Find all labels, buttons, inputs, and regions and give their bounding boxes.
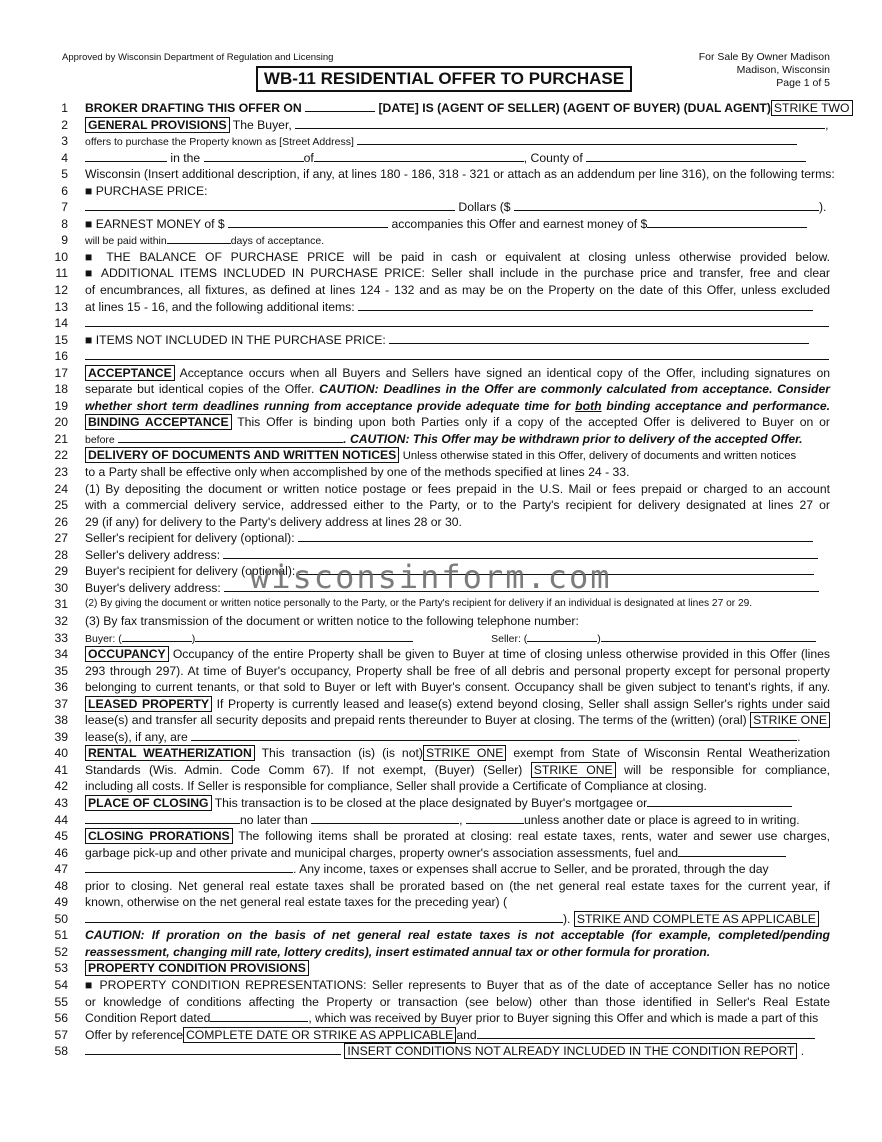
text: lease(s), if any, are	[85, 729, 188, 744]
form-line-1	[0, 100, 882, 117]
line-text	[85, 332, 830, 349]
line-text	[85, 150, 830, 167]
line-number: 30	[54, 580, 68, 595]
city-field[interactable]	[314, 150, 524, 162]
line-number: 12	[54, 283, 68, 298]
text: days of acceptance.	[230, 235, 325, 248]
seller-recipient-field[interactable]	[298, 530, 813, 542]
caution-text: binding acceptance and performance.	[606, 398, 831, 413]
line-number: 11	[55, 266, 68, 281]
line-number: 52	[54, 944, 68, 959]
deadline-date-field[interactable]	[118, 431, 343, 443]
section-heading: RENTAL WEATHERIZATION	[85, 745, 255, 761]
excluded-items-field-2[interactable]	[85, 348, 829, 360]
line-text: reassessment, changing mill rate, lottery credits), insert estimated annual tax or other formula for proration.	[85, 944, 711, 959]
line-text	[85, 828, 830, 845]
form-line-8	[0, 216, 882, 233]
text: [DATE] IS (AGENT OF SELLER) (AGENT OF BUYER) (DUAL AGENT)	[378, 101, 771, 115]
form-line-47	[0, 861, 882, 878]
line-text	[85, 315, 830, 332]
line-number: 48	[54, 878, 68, 893]
line-text: CAUTION: If proration on the basis of net general real estate taxes is not acceptable (for example, completed/pending	[85, 928, 830, 943]
text: and	[456, 1027, 477, 1042]
form-line-37	[0, 696, 882, 713]
form-line-16	[0, 348, 882, 365]
earnest-money-field[interactable]	[228, 216, 388, 228]
form-line-35	[0, 663, 882, 680]
text: garbage pick-up and other private and municipal charges, property owner's association assessments, fuel and	[85, 845, 679, 860]
form-line-10	[0, 249, 882, 266]
text: , which was received by Buyer prior to Buyer signing this Offer and which is made a part of this	[308, 1011, 819, 1026]
line-number: 35	[54, 663, 68, 678]
line-text	[85, 299, 830, 316]
line-number: 26	[54, 514, 68, 529]
text: Buyer: (	[85, 632, 122, 645]
additional-items-field-2[interactable]	[85, 315, 829, 327]
proration-items-field-2[interactable]	[85, 861, 293, 873]
closing-year-field[interactable]	[466, 812, 524, 824]
closing-date-field[interactable]	[311, 812, 459, 824]
buyer-name-field[interactable]	[295, 117, 825, 129]
form-line-39	[0, 729, 882, 746]
form-line-50	[0, 911, 882, 928]
text: The Buyer,	[232, 117, 292, 132]
page-indicator: Page 1 of 5	[776, 77, 830, 89]
text: Dollars ($	[458, 200, 511, 215]
line-number: 40	[54, 746, 68, 761]
text: Seller: (	[491, 632, 528, 645]
line-text	[85, 100, 850, 117]
line-text	[85, 1043, 830, 1060]
additional-items-field[interactable]	[358, 299, 813, 311]
line-number: 16	[54, 349, 68, 364]
line-text	[85, 381, 830, 398]
form-line-55	[0, 994, 882, 1011]
line-text: including all costs. If Seller is responsible for compliance, Seller shall provide a Certificate of Compliance at closing.	[85, 779, 707, 794]
additional-conditions-field[interactable]	[477, 1027, 815, 1039]
line-number: 18	[54, 382, 68, 397]
form-line-38	[0, 712, 882, 729]
text: exempt from State of Wisconsin Rental Weatherization	[513, 746, 831, 761]
line-text	[85, 696, 830, 713]
line-text	[85, 117, 830, 134]
line-number: 4	[61, 150, 68, 165]
form-line-17	[0, 365, 882, 382]
form-line-3	[0, 133, 882, 150]
line-text: or knowledge of conditions affecting the Property or transaction (see below) other than those identified in Seller's Real Estate	[85, 994, 830, 1009]
line-text: known, otherwise on the net general real estate taxes for the preceding year) (	[85, 895, 508, 910]
line-number: 57	[54, 1027, 68, 1042]
form-line-5	[0, 166, 882, 183]
line-text: ■ ADDITIONAL ITEMS INCLUDED IN PURCHASE PRICE: Seller shall include in the purchase price and transfer, free and clear	[85, 266, 830, 281]
text: Condition Report dated	[85, 1011, 211, 1026]
additional-earnest-money-field[interactable]	[647, 216, 807, 228]
caution-text: both	[575, 398, 602, 413]
text: ■ EARNEST MONEY of $	[85, 216, 225, 231]
form-line-53	[0, 960, 882, 977]
text: ,	[459, 812, 463, 827]
text: . Any income, taxes or expenses shall accrue to Seller, and be prorated, through the day	[293, 862, 769, 877]
text: separate but identical copies of the Offer.	[85, 382, 315, 397]
form-line-27	[0, 530, 882, 547]
text: This Offer is binding upon both Parties only if a copy of the accepted Offer is delivered to Buyer on or	[237, 415, 830, 430]
text: BROKER DRAFTING THIS OFFER ON	[85, 101, 302, 115]
line-number: 17	[54, 365, 68, 380]
text: at lines 15 - 16, and the following additional items:	[85, 299, 355, 314]
strike-instruction: INSERT CONDITIONS NOT ALREADY INCLUDED IN THE CONDITION REPORT	[344, 1043, 797, 1059]
form-line-6	[0, 183, 882, 200]
form-line-58	[0, 1043, 882, 1060]
line-text: prior to closing. Net general real estate taxes shall be prorated based on (the net general real estate taxes for the current year, if	[85, 878, 830, 893]
line-text	[85, 1010, 830, 1027]
line-number: 33	[54, 630, 68, 645]
line-text: with a commercial delivery service, addressed either to the Party, or to the Party's recipient for delivery designated at lines 27 or	[85, 498, 830, 513]
seller-header	[699, 51, 830, 90]
line-number: 15	[54, 332, 68, 347]
form-line-44	[0, 812, 882, 829]
line-number: 39	[54, 729, 68, 744]
line-number: 25	[54, 498, 68, 513]
section-heading: OCCUPANCY	[85, 646, 169, 662]
line-number: 47	[54, 862, 68, 877]
text: accompanies this Offer and earnest money of $	[391, 216, 648, 231]
text: before	[85, 433, 115, 446]
form-line-42	[0, 778, 882, 795]
strike-instruction: STRIKE ONE	[423, 745, 506, 761]
form-line-2	[0, 117, 882, 134]
form-line-57	[0, 1027, 882, 1044]
form-line-51	[0, 927, 882, 944]
line-number: 6	[61, 183, 68, 198]
line-text: belonging to current tenants, or that sold to Buyer or left with Buyer's consent. Occupancy shall be given subject to tenant's rights, if any.	[85, 680, 830, 695]
form-line-33	[0, 630, 882, 647]
form-line-52	[0, 944, 882, 961]
line-number: 2	[61, 117, 68, 132]
line-number: 7	[61, 200, 68, 215]
line-text: 293 through 297). At time of Buyer's occupancy, Property shall be free of all debris and personal property except for personal property	[85, 663, 830, 678]
strike-instruction: STRIKE ONE	[531, 762, 616, 778]
section-heading: GENERAL PROVISIONS	[85, 117, 230, 133]
form-line-25	[0, 497, 882, 514]
section-heading: ACCEPTANCE	[85, 365, 175, 381]
form-line-32	[0, 613, 882, 630]
line-number: 50	[54, 911, 68, 926]
line-number: 55	[54, 994, 68, 1009]
line-number: 43	[54, 795, 68, 810]
line-number: 42	[54, 779, 68, 794]
proration-basis-field[interactable]	[85, 911, 563, 923]
form-line-4	[0, 150, 882, 167]
section-heading: DELIVERY OF DOCUMENTS AND WRITTEN NOTICES	[85, 447, 399, 463]
text: Occupancy of the entire Property shall be given to Buyer at time of closing unless otherwise provided in this Offer (lines	[172, 647, 830, 662]
strike-instruction: STRIKE AND COMPLETE AS APPLICABLE	[574, 911, 819, 927]
text: )	[597, 632, 601, 645]
form-line-19	[0, 398, 882, 415]
line-number: 28	[54, 547, 68, 562]
text: Buyer's recipient for delivery (optional):	[85, 564, 296, 579]
form-line-54	[0, 977, 882, 994]
text: offers to purchase the Property known as [Street Address]	[85, 136, 354, 149]
line-number: 41	[54, 762, 68, 777]
text: lease(s) and transfer all security deposits and prepaid rents thereunder to Buyer at closing. The terms of the (written) (oral)	[85, 713, 747, 728]
caution-text: CAUTION: Deadlines in the Offer are commonly calculated from acceptance. Consider	[319, 382, 830, 397]
line-number: 20	[54, 415, 68, 430]
text: in the	[170, 150, 201, 165]
form-line-12	[0, 282, 882, 299]
line-text	[85, 712, 830, 729]
line-text	[85, 729, 830, 746]
section-heading: PROPERTY CONDITION PROVISIONS	[85, 960, 309, 976]
line-text	[85, 348, 830, 365]
closing-place-field[interactable]	[647, 795, 792, 807]
line-number: 38	[54, 713, 68, 728]
line-text	[85, 861, 830, 878]
text: will be responsible for compliance,	[624, 762, 830, 777]
form-line-26	[0, 514, 882, 531]
form-line-40	[0, 745, 882, 762]
line-text	[85, 232, 830, 250]
line-text: Wisconsin (Insert additional description, if any, at lines 180 - 186, 318 - 321 or attach as an addendum per line 316), on the following terms:	[85, 167, 835, 182]
line-text	[85, 199, 830, 216]
section-heading: BINDING ACCEPTANCE	[85, 414, 232, 430]
line-text	[85, 745, 830, 762]
line-text	[85, 365, 830, 382]
strike-instruction: COMPLETE DATE OR STRIKE AS APPLICABLE	[183, 1027, 456, 1043]
caution-text: . CAUTION: This Offer may be withdrawn prior to delivery of the accepted Offer.	[343, 431, 803, 446]
line-text: ■ PROPERTY CONDITION REPRESENTATIONS: Seller represents to Buyer that as of the date of acceptance Seller has no notice	[85, 977, 830, 992]
form-line-24	[0, 481, 882, 498]
municipality-type-field[interactable]	[85, 150, 167, 162]
text: This transaction is to be closed at the place designated by Buyer's mortgagee or	[214, 795, 648, 810]
line-number: 14	[54, 316, 68, 331]
line-number: 54	[54, 977, 68, 992]
form-line-49	[0, 894, 882, 911]
line-number: 49	[54, 895, 68, 910]
line-number: 51	[54, 928, 68, 943]
line-number: 58	[54, 1044, 68, 1059]
form-line-41	[0, 762, 882, 779]
form-line-18	[0, 381, 882, 398]
text: Offer by reference	[85, 1027, 183, 1042]
line-number: 37	[54, 696, 68, 711]
line-number: 5	[61, 167, 68, 182]
text: )	[191, 632, 196, 645]
text: The following items shall be prorated at closing: real estate taxes, rents, water and sewer use charges,	[238, 829, 830, 844]
text: Acceptance occurs when all Buyers and Sellers have signed an identical copy of the Offer, including signatures on	[179, 365, 830, 380]
form-line-14	[0, 315, 882, 332]
seller-area-code-field[interactable]	[527, 630, 597, 642]
line-number: 3	[61, 134, 68, 149]
line-text	[85, 845, 830, 862]
condition-report-date-field[interactable]	[210, 1010, 308, 1022]
form-line-43	[0, 795, 882, 812]
form-line-20	[0, 414, 882, 431]
text: Standards (Wis. Admin. Code Comm 67). If not exempt, (Buyer) (Seller)	[85, 762, 523, 777]
price-amount-field[interactable]	[514, 199, 819, 211]
line-number: 46	[54, 845, 68, 860]
price-words-field[interactable]	[85, 199, 455, 211]
form-line-56	[0, 1010, 882, 1027]
form-line-34	[0, 646, 882, 663]
date-field[interactable]	[305, 100, 375, 112]
seller-name: For Sale By Owner Madison	[698, 51, 830, 63]
line-text	[85, 447, 830, 465]
text: Seller's delivery address:	[85, 547, 221, 562]
form-line-48	[0, 878, 882, 895]
line-text: ■ THE BALANCE OF PURCHASE PRICE will be paid in cash or equivalent at closing unless otherwise provided below.	[85, 249, 830, 264]
line-number: 13	[54, 299, 68, 314]
form-line-9	[0, 232, 882, 249]
line-text	[85, 646, 830, 663]
seller-address-field[interactable]	[223, 547, 818, 559]
line-number: 22	[54, 448, 68, 463]
line-number: 23	[54, 465, 68, 480]
line-text: 29 (if any) for delivery to the Party's delivery address at lines 28 or 30.	[85, 514, 462, 529]
line-text	[85, 812, 830, 829]
line-text	[85, 414, 830, 431]
street-address-field[interactable]	[357, 133, 797, 145]
line-text	[85, 630, 830, 648]
days-field[interactable]	[167, 232, 231, 244]
municipality-field[interactable]	[204, 150, 304, 162]
text: ■ ITEMS NOT INCLUDED IN THE PURCHASE PRICE:	[85, 332, 386, 347]
closing-place-field-2[interactable]	[85, 812, 240, 824]
line-number: 45	[54, 829, 68, 844]
line-number: 44	[54, 812, 68, 827]
text: unless another date or place is agreed to in writing.	[523, 812, 800, 827]
line-text: to a Party shall be effective only when accomplished by one of the methods specified at lines 24 - 33.	[85, 465, 630, 480]
line-number: 34	[54, 647, 68, 662]
watermark: wisconsinform.com	[250, 558, 612, 596]
excluded-items-field[interactable]	[389, 332, 809, 344]
form-line-7	[0, 199, 882, 216]
approval-note: Approved by Wisconsin Department of Regulation and Licensing	[62, 52, 334, 63]
buyer-fax-field[interactable]	[195, 630, 413, 642]
line-number: 24	[54, 481, 68, 496]
text: will be paid within	[85, 235, 167, 248]
line-number: 31	[54, 597, 68, 612]
county-field[interactable]	[586, 150, 806, 162]
strike-instruction: STRIKE TWO	[771, 100, 853, 116]
text: If Property is currently leased and lease(s) extend beyond closing, Seller shall assign Seller's rights under said	[216, 696, 831, 711]
text: ).	[818, 200, 827, 215]
proration-items-field[interactable]	[678, 845, 786, 857]
line-text	[85, 911, 830, 928]
line-number: 53	[54, 961, 68, 976]
form-line-11	[0, 265, 882, 282]
form-line-15	[0, 332, 882, 349]
text: .	[800, 1044, 805, 1059]
line-text	[85, 960, 830, 977]
line-text	[85, 795, 830, 812]
form-line-22	[0, 447, 882, 464]
form-line-23	[0, 464, 882, 481]
text: no later than	[240, 812, 308, 827]
form-line-13	[0, 299, 882, 316]
additional-conditions-field-2[interactable]	[85, 1043, 341, 1055]
line-number: 32	[54, 613, 68, 628]
line-number: 56	[54, 1011, 68, 1026]
line-text	[85, 1027, 830, 1044]
section-heading: PLACE OF CLOSING	[85, 795, 212, 811]
line-number: 10	[54, 249, 68, 264]
line-text	[85, 762, 830, 779]
text: Buyer's delivery address:	[85, 580, 221, 595]
text: ,	[825, 117, 829, 132]
line-text	[85, 530, 830, 547]
line-text: (1) By depositing the document or written notice postage or fees prepaid in the U.S. Mail or fees prepaid or charged to an account	[85, 481, 830, 496]
buyer-area-code-field[interactable]	[122, 630, 192, 642]
text: , County of	[523, 150, 583, 165]
line-text: (2) By giving the document or written notice personally to the Party, or the Party's recipient for delivery if an individual is designated at lines 27 or 29.	[85, 598, 753, 610]
line-number: 21	[54, 431, 68, 446]
line-number: 36	[54, 680, 68, 695]
text: of	[303, 150, 314, 165]
line-text	[85, 398, 830, 415]
strike-instruction: STRIKE ONE	[750, 712, 830, 728]
text: .	[797, 729, 801, 744]
caution-text: whether short term deadlines running from acceptance provide adequate time for	[85, 398, 571, 413]
section-heading: CLOSING PRORATIONS	[85, 828, 233, 844]
form-line-46	[0, 845, 882, 862]
line-number: 9	[61, 233, 68, 248]
line-text: (3) By fax transmission of the document or written notice to the following telephone number:	[85, 613, 579, 628]
line-text: of encumbrances, all fixtures, as defined at lines 124 - 132 and as may be on the Property on the date of this Offer, unless excluded	[85, 283, 830, 298]
form-title: WB-11 RESIDENTIAL OFFER TO PURCHASE	[256, 66, 632, 92]
text: ).	[563, 911, 571, 926]
seller-location: Madison, Wisconsin	[736, 64, 830, 76]
line-text	[85, 216, 830, 233]
line-text	[85, 431, 830, 449]
text: This transaction (is) (is not)	[261, 746, 423, 761]
form-line-45	[0, 828, 882, 845]
line-number: 27	[54, 531, 68, 546]
section-heading: LEASED PROPERTY	[85, 696, 212, 712]
line-text: ■ PURCHASE PRICE:	[85, 183, 208, 198]
lease-terms-field[interactable]	[191, 729, 797, 741]
form-line-31	[0, 596, 882, 613]
seller-fax-field[interactable]	[601, 630, 816, 642]
line-number: 29	[54, 564, 68, 579]
line-number: 19	[54, 398, 68, 413]
form-line-21	[0, 431, 882, 448]
line-text	[85, 133, 830, 151]
line-number: 8	[61, 216, 68, 231]
line-number: 1	[61, 101, 68, 115]
text: Unless otherwise stated in this Offer, delivery of documents and written notices	[402, 450, 797, 463]
form-line-36	[0, 679, 882, 696]
text: Seller's recipient for delivery (optional):	[85, 531, 295, 546]
